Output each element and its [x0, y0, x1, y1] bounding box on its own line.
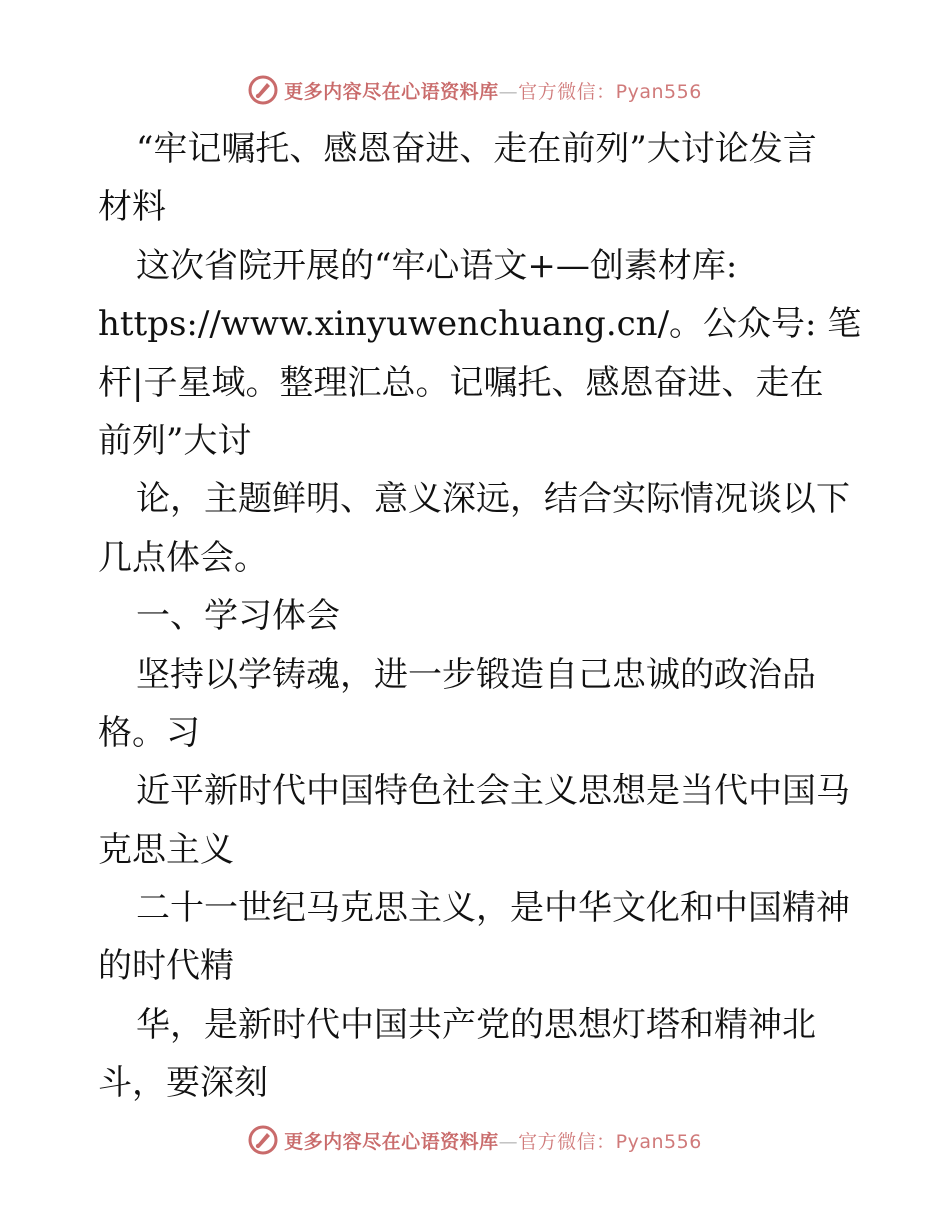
header-watermark	[0, 70, 950, 110]
text-line: 材料	[98, 187, 166, 228]
text-line: 这次省院开展的“牢心语文+—创素材库:	[136, 245, 738, 286]
text-line: 二十一世纪马克思主义，是中华文化和中国精神	[136, 888, 850, 929]
text-line: 论，主题鲜明、意义深远，结合实际情况谈以下	[136, 479, 850, 520]
text-line: 几点体会。	[98, 537, 268, 578]
text-line: 格。习	[98, 712, 200, 753]
text-line: 近平新时代中国特色社会主义思想是当代中国马	[136, 771, 850, 812]
text-line: 克思主义	[98, 829, 234, 870]
document-body	[98, 120, 862, 1113]
watermark-text: 更多内容尽在心语资料库—官方微信：Pyan556	[284, 1130, 702, 1153]
text-line: “牢记嘱托、感恩奋进、走在前列”大讨论发言	[136, 129, 817, 169]
text-line: 斗，要深刻	[98, 1063, 268, 1104]
text-line: 的时代精	[98, 946, 234, 987]
watermark-text: 更多内容尽在心语资料库—官方微信：Pyan556	[284, 80, 702, 103]
pen-nib-circle-icon	[248, 1125, 278, 1155]
text-line: 一、学习体会	[136, 596, 340, 637]
text-line: 坚持以学铸魂，进一步锻造自己忠诚的政治品	[136, 654, 816, 695]
footer-watermark	[0, 1120, 950, 1160]
text-line: https://www.xinyuwenchuang.cn/。公众号: 笔	[98, 304, 862, 345]
text-line: 杆|子星域。整理汇总。记嘱托、感恩奋进、走在	[98, 362, 824, 403]
text-line: 华，是新时代中国共产党的思想灯塔和精神北	[136, 1004, 816, 1045]
pen-nib-circle-icon	[248, 75, 278, 105]
text-line: 前列”大讨	[98, 420, 252, 461]
